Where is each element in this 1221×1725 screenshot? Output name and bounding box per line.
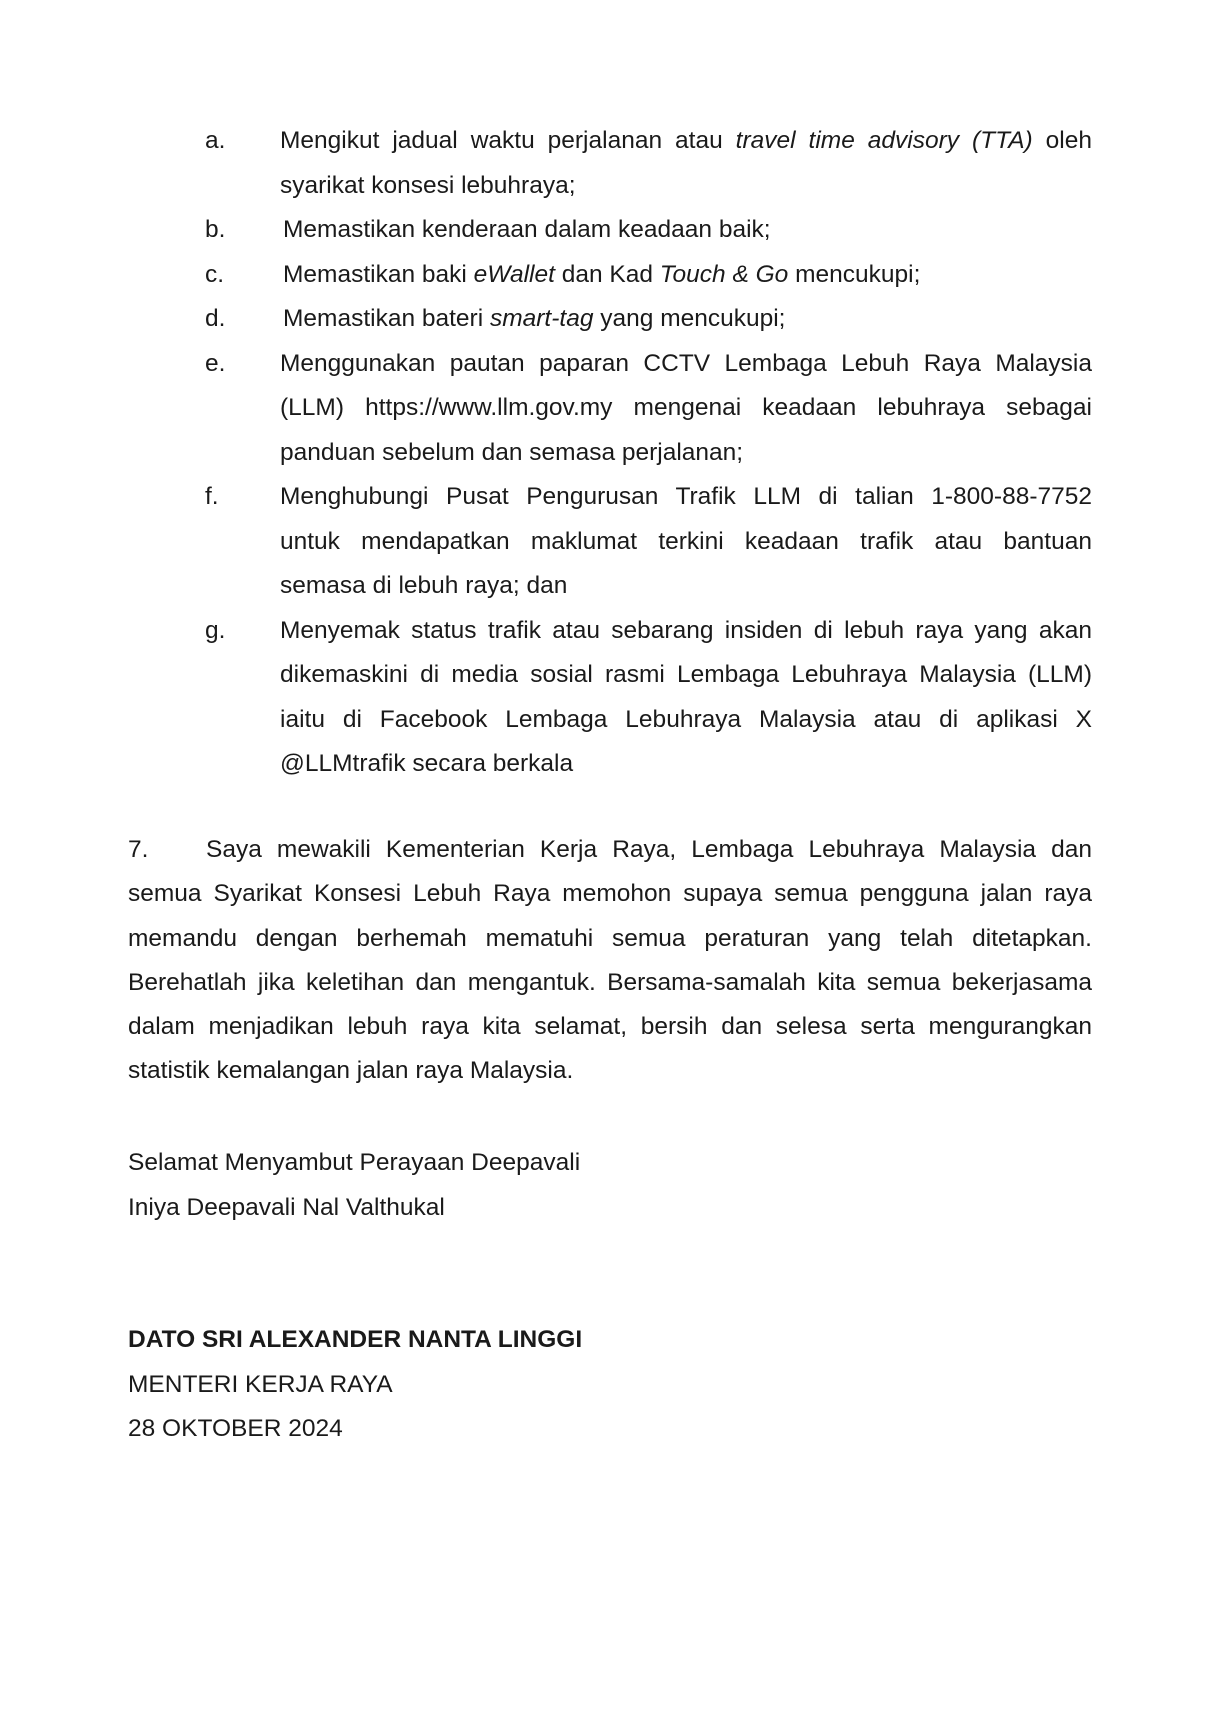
text-run: oleh — [1032, 127, 1092, 154]
list-item — [0, 253, 1221, 298]
signature-block — [128, 1318, 582, 1452]
list-item-letter: c. — [205, 260, 225, 288]
list-item-line — [280, 742, 1092, 787]
text-run: Menggunakan pautan paparan CCTV Lembaga Lebuh Raya Malaysia — [280, 349, 1092, 377]
paragraph-7 — [128, 828, 1092, 1094]
list-item-line — [280, 475, 1092, 520]
text-run: Memastikan bateri — [283, 305, 490, 332]
text-run: dikemaskini di media sosial rasmi Lembaga Lebuhraya Malaysia (LLM) — [280, 661, 1092, 688]
list-item-text — [280, 342, 1092, 476]
text-run: iaitu di Facebook Lembaga Lebuhraya Malaysia atau di aplikasi X — [280, 705, 1092, 733]
list-item-letter: b. — [205, 216, 226, 243]
text-run: yang mencukupi; — [593, 305, 786, 332]
paragraph-line — [128, 1049, 1092, 1093]
signature-date: 28 OKTOBER 2024 — [128, 1415, 343, 1442]
list-item-text — [280, 609, 1092, 787]
text-run: Menghubungi Pusat Pengurusan Trafik LLM di talian 1-800-88-7752 — [280, 483, 1092, 510]
list-item-text — [283, 253, 1092, 298]
text-run: Memastikan baki — [283, 260, 474, 288]
list-item-line — [280, 342, 1092, 387]
list-item-line — [283, 297, 1092, 342]
italic-term: Touch & Go — [659, 260, 789, 288]
list-item-text — [283, 208, 1092, 253]
list-item — [0, 609, 1221, 787]
list-item-line — [280, 653, 1092, 698]
list-item-text — [280, 475, 1092, 609]
italic-term: eWallet — [473, 260, 555, 288]
list-item-line — [283, 253, 1092, 298]
paragraph-text: memandu dengan berhemah mematuhi semua peraturan yang telah ditetapkan. — [128, 924, 1092, 952]
list-item-line — [280, 431, 1092, 476]
list-item-line — [280, 164, 1092, 209]
list-item-letter: d. — [205, 305, 226, 332]
text-run: semasa di lebuh raya; dan — [280, 572, 568, 599]
text-run: dan Kad — [554, 260, 660, 288]
list-item-letter: e. — [205, 349, 226, 377]
list-item — [0, 475, 1221, 609]
text-run: mencukupi; — [788, 260, 921, 288]
greeting-line-1: Selamat Menyambut Perayaan Deepavali — [128, 1149, 581, 1176]
paragraph-text: dalam menjadikan lebuh raya kita selamat, bersih dan selesa serta mengurangkan — [128, 1013, 1092, 1041]
list-item-text — [283, 297, 1092, 342]
advice-list — [0, 119, 1221, 787]
list-item-letter: f. — [205, 483, 219, 510]
paragraph-number: 7. — [128, 836, 149, 863]
paragraph-line — [128, 917, 1092, 961]
paragraph-text: statistik kemalangan jalan raya Malaysia. — [128, 1057, 574, 1085]
text-run: syarikat konsesi lebuhraya; — [280, 171, 576, 199]
text-run: Menyemak status trafik atau sebarang insiden di lebuh raya yang akan — [280, 616, 1092, 644]
list-item-letter: g. — [205, 616, 226, 644]
signatory-title: MENTERI KERJA RAYA — [128, 1370, 393, 1398]
paragraph-text: Saya mewakili Kementerian Kerja Raya, Lembaga Lebuhraya Malaysia dan — [206, 836, 1092, 863]
list-item — [0, 119, 1221, 208]
list-item-line — [283, 208, 1092, 253]
list-item-line — [280, 609, 1092, 654]
paragraph-line — [128, 961, 1092, 1005]
list-item-letter: a. — [205, 127, 226, 154]
list-item-line — [280, 698, 1092, 743]
text-run: (LLM) https://www.llm.gov.my mengenai keadaan lebuhraya sebagai — [280, 394, 1092, 421]
greeting-block — [128, 1141, 580, 1230]
text-run: panduan sebelum dan semasa perjalanan; — [280, 438, 744, 466]
list-item-line — [280, 520, 1092, 565]
text-run: untuk mendapatkan maklumat terkini keadaan trafik atau bantuan — [280, 527, 1092, 555]
list-item-line — [280, 564, 1092, 609]
paragraph-text: Berehatlah jika keletihan dan mengantuk. Bersama-samalah kita semua bekerjasama — [128, 968, 1092, 996]
greeting-line-2: Iniya Deepavali Nal Valthukal — [128, 1193, 445, 1221]
paragraph-line — [128, 1005, 1092, 1049]
paragraph-line — [128, 828, 1092, 872]
italic-term: smart-tag — [489, 305, 594, 332]
italic-term: travel time advisory (TTA) — [735, 127, 1033, 154]
paragraph-text: semua Syarikat Konsesi Lebuh Raya memohon supaya semua pengguna jalan raya — [128, 880, 1092, 908]
list-item-text — [280, 119, 1092, 208]
paragraph-line — [128, 872, 1092, 916]
list-item — [0, 208, 1221, 253]
text-run: Mengikut jadual waktu perjalanan atau — [280, 127, 736, 154]
list-item — [0, 342, 1221, 476]
list-item — [0, 297, 1221, 342]
list-item-line — [280, 119, 1092, 164]
signatory-name: DATO SRI ALEXANDER NANTA LINGGI — [128, 1326, 583, 1353]
text-run: Memastikan kenderaan dalam keadaan baik; — [283, 216, 771, 243]
list-item-line — [280, 386, 1092, 431]
text-run: @LLMtrafik secara berkala — [280, 750, 574, 777]
